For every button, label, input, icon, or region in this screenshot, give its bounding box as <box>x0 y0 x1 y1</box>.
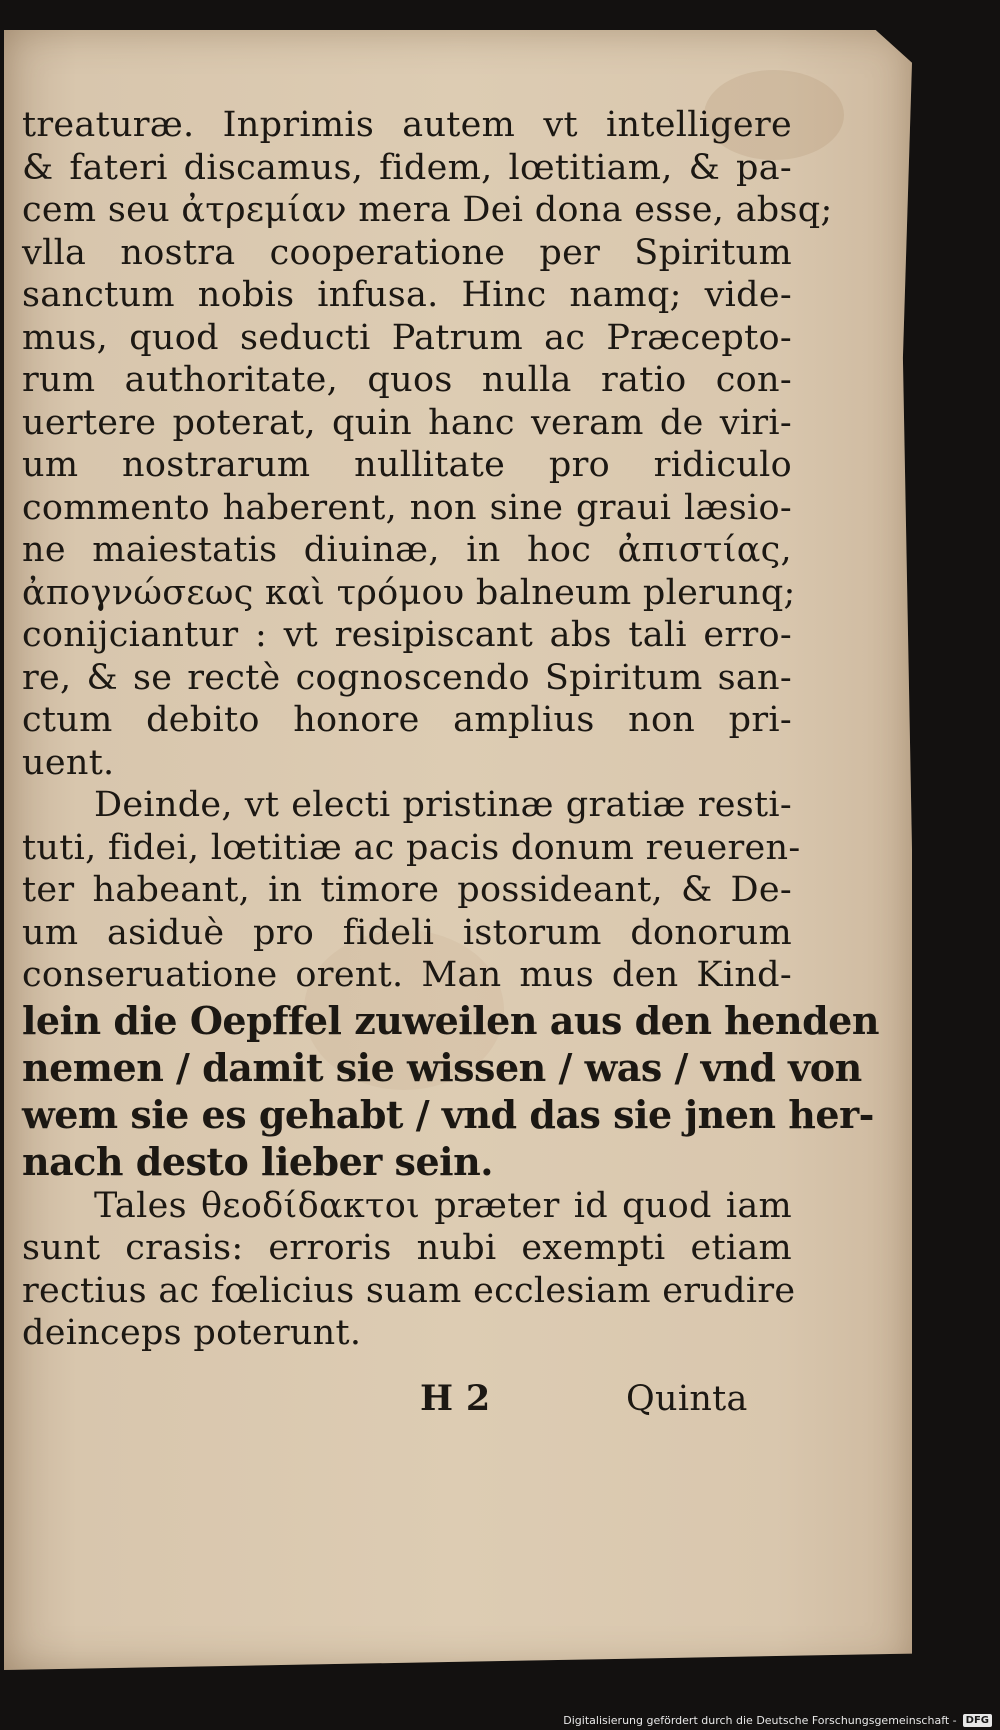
digitization-footer <box>563 1714 992 1727</box>
text-line: & fateri discamus, fidem, lœtitiam, & pa- <box>22 147 792 188</box>
text-line: rectius ac fœlicius suam ecclesiam erudire <box>22 1270 796 1311</box>
text-line: commento haberent, non sine graui læsio- <box>22 487 792 528</box>
footer-text: Digitalisierung gefördert durch die Deutsche Forschungsgemeinschaft - <box>563 1714 957 1727</box>
catchword: Quinta <box>626 1379 748 1419</box>
text-line: treaturæ. Inprimis autem vt intelligere <box>22 105 792 145</box>
paragraph-start-line: Tales θεοδίδακτοι præter id quod iam <box>94 1185 792 1226</box>
text-line: ctum debito honore amplius non pri- <box>22 700 792 740</box>
page-text <box>22 104 879 1355</box>
text-line: um nostrarum nullitate pro ridiculo <box>22 445 792 485</box>
text-line: ne maiestatis diuinæ, in hoc ἀπιστίας, <box>22 530 792 570</box>
fraktur-line: lein die Oepffel zuweilen aus den henden <box>22 997 879 1043</box>
text-line: sunt crasis: erroris nubi exempti etiam <box>22 1228 792 1268</box>
text-line: uertere poterat, quin hanc veram de viri- <box>22 402 792 443</box>
text-line: ter habeant, in timore possideant, & De- <box>22 870 792 910</box>
text-line: cem seu ἀτρεμίαν mera Dei dona esse, absq; <box>22 190 833 230</box>
text-line: ἀπογνώσεως καὶ τρόμου balneum plerunq; <box>22 572 796 613</box>
text-line: tuti, fidei, lœtitiæ ac pacis donum reueren- <box>22 827 801 868</box>
text-line: rum authoritate, quos nulla ratio con- <box>22 360 792 400</box>
text-line: mus, quod seducti Patrum ac Præcepto- <box>22 317 792 358</box>
fraktur-line: nach desto lieber sein. <box>22 1138 493 1184</box>
paragraph-start-line: Deinde, vt electi pristinæ gratiæ resti- <box>94 785 792 825</box>
dfg-logo: DFG <box>963 1714 992 1727</box>
fraktur-line: nemen / damit sie wissen / was / vnd von <box>22 1044 862 1090</box>
text-line: deinceps poterunt. <box>22 1313 362 1353</box>
text-line: re, & se rectè cognoscendo Spiritum san- <box>22 657 792 698</box>
text-line: um asiduè pro fideli istorum donorum <box>22 912 792 953</box>
text-line: vlla nostra cooperatione per Spiritum <box>22 232 792 273</box>
text-line: conseruatione orent. Man mus den Kind- <box>22 955 792 995</box>
text-line: sanctum nobis infusa. Hinc namq; vide- <box>22 275 792 315</box>
signature-mark: H 2 <box>420 1378 491 1419</box>
text-line: uent. <box>22 742 115 783</box>
text-line: conijciantur : vt resipiscant abs tali erro- <box>22 615 792 655</box>
fraktur-line: wem sie es gehabt / vnd das sie jnen her- <box>22 1091 874 1137</box>
